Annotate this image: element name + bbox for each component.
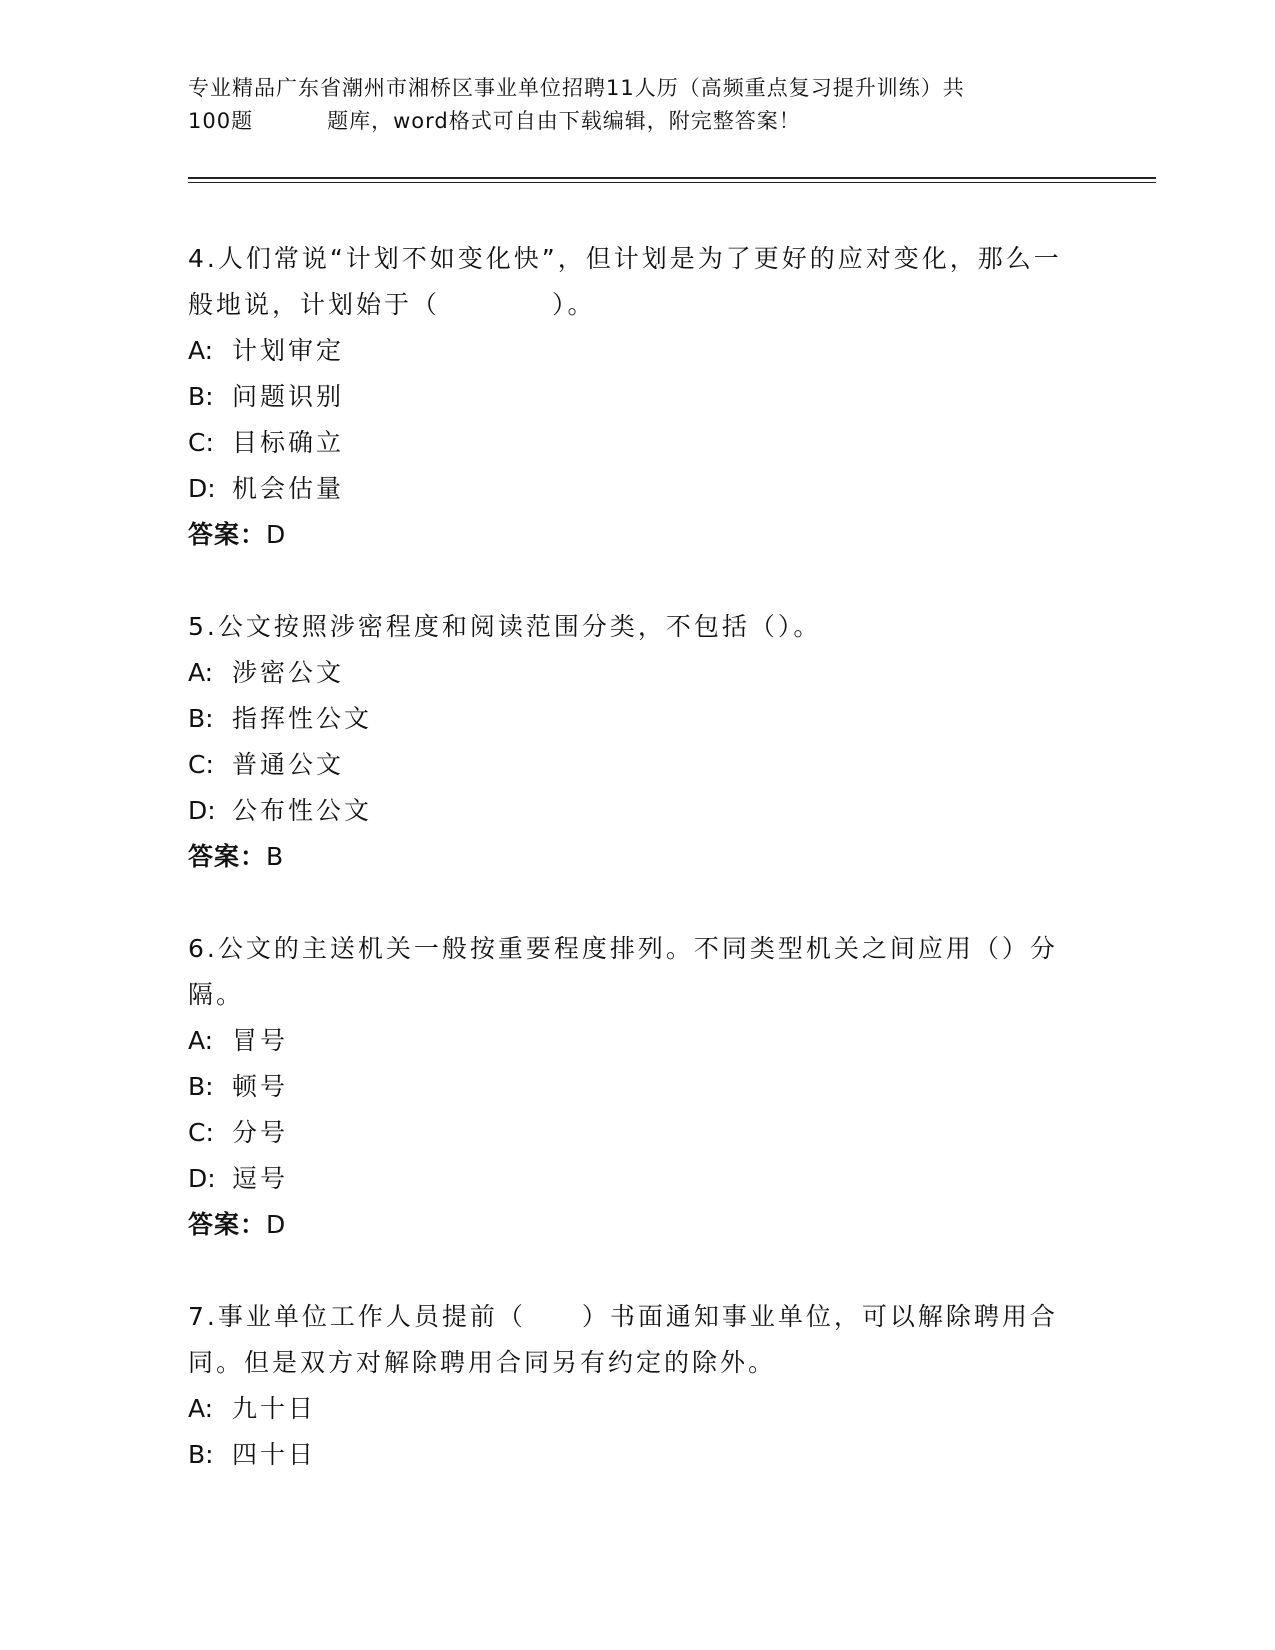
option-a: A: 冒号 [188,1026,289,1055]
header-description: 题库，word格式可自由下载编辑，附完整答案！ [327,109,801,133]
option-d: D: 逗号 [188,1164,289,1193]
option-d: D: 机会估量 [188,474,345,503]
option-c: C: 普通公文 [188,750,345,779]
question-7 [188,1294,1088,1478]
option-a: A: 九十日 [188,1394,317,1423]
option-c: C: 分号 [188,1118,289,1147]
header-line-1: 专业精品广东省潮州市湘桥区事业单位招聘11人历（高频重点复习提升训练）共 [188,76,965,100]
header-line-2 [188,105,1088,138]
question-stem: 6.公文的主送机关一般按重要程度排列。不同类型机关之间应用（）分隔。 [188,934,1058,1009]
answer: 答案：D [188,520,287,549]
document-header [188,72,1088,138]
option-a: A: 涉密公文 [188,658,345,687]
option-c: C: 目标确立 [188,428,345,457]
answer: 答案：B [188,842,285,871]
option-a: A: 计划审定 [188,336,345,365]
header-divider-thick [188,177,1156,179]
question-list [188,236,1088,1478]
option-b: B: 问题识别 [188,382,345,411]
question-stem: 5.公文按照涉密程度和阅读范围分类，不包括（）。 [188,612,822,641]
question-6 [188,926,1088,1248]
question-4 [188,236,1088,558]
option-b: B: 顿号 [188,1072,289,1101]
question-stem: 4.人们常说“计划不如变化快”，但计划是为了更好的应对变化，那么一般地说，计划始于（ ）。 [188,244,1062,319]
option-b: B: 四十日 [188,1440,317,1469]
header-question-count: 100题 [188,109,254,133]
question-stem: 7.事业单位工作人员提前（ ）书面通知事业单位，可以解除聘用合同。但是双方对解除聘用合同另有约定的除外。 [188,1302,1058,1377]
answer: 答案：D [188,1210,287,1239]
header-divider-thin [188,182,1156,183]
option-b: B: 指挥性公文 [188,704,373,733]
option-d: D: 公布性公文 [188,796,373,825]
question-5 [188,604,1088,880]
